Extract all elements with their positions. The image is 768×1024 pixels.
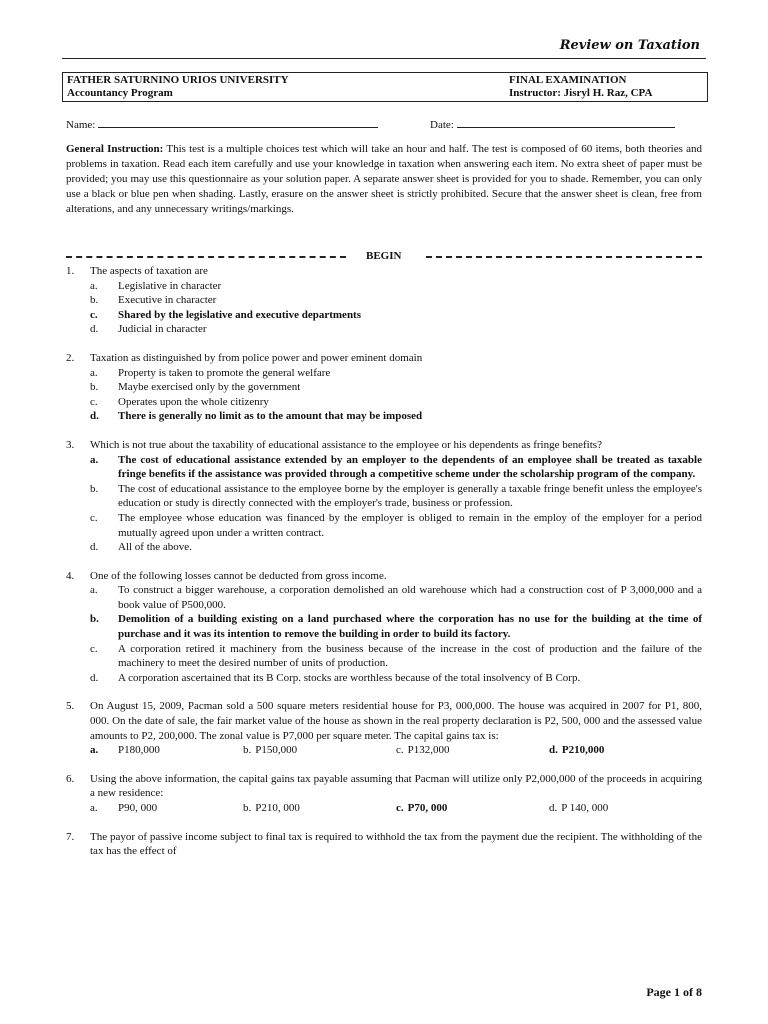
choice-answer xyxy=(90,308,702,323)
question-text: On August 15, 2009, Pacman sold a 500 square meters residential house for P3, 000,000. The house was acquired in 2007 for P1, 800, 000. On the date of sale, the fair market value of the house as shown in the real property declaration is P2, 500, 000 and the assessed value amounts to P2, 200,000. The zonal value is P7,000 per square meter. The capital gains tax is: xyxy=(90,700,702,742)
choice-text: The employee whose education was financed by the employer is obliged to remain in the employ of the employer for a period mutually agreed upon under a written contract. xyxy=(118,511,702,539)
begin-label: BEGIN xyxy=(366,250,402,262)
choice-letter: a. xyxy=(90,453,99,466)
choice-row xyxy=(90,801,702,816)
dashed-rule-left xyxy=(66,256,346,258)
choice xyxy=(90,293,702,308)
choice-text: P210,000 xyxy=(561,744,605,757)
choice-letter: b. xyxy=(90,294,99,307)
exam-info-box xyxy=(62,72,708,102)
instruction-text: This test is a multiple choices test which will take an hour and half. The test is composed of 60 items, both theories and problems in taxation. Read each item carefully and use your knowledge in taxation when answering each item. No extra sheet of paper must be provided; you may use this questionnaire as your solution paper. A separate answer sheet is provided for you to shade. Remember, you can only use a black or blue pen when shading. Lastly, erasure on the answer sheet is strictly prohibited. Secure that the answer sheet is clean, free from alterations, and any unnecessary writings/markings. xyxy=(66,143,702,215)
choice-text: All of the above. xyxy=(118,541,192,554)
choice-text: A corporation ascertained that its B Corp. stocks are worthless because of the total insolvency of B Corp. xyxy=(118,671,581,684)
choice xyxy=(90,583,702,612)
name-field xyxy=(66,118,378,131)
choice xyxy=(90,380,702,395)
document-title: Review on Taxation xyxy=(559,38,700,53)
choice xyxy=(90,366,702,381)
question-text: The aspects of taxation are xyxy=(90,265,208,277)
choice-letter: b. xyxy=(243,802,252,814)
choice xyxy=(243,801,396,816)
choice-letter: d. xyxy=(90,410,99,423)
question-text: Taxation as distinguished by from police power and power eminent domain xyxy=(90,351,423,364)
choice xyxy=(90,511,702,540)
choice xyxy=(396,743,549,758)
choice-text: Operates upon the whole citizenry xyxy=(118,395,269,408)
date-blank-line xyxy=(457,118,675,128)
choice-letter: a. xyxy=(90,744,99,757)
choice-letter: a. xyxy=(90,802,98,814)
choice-text: P180,000 xyxy=(118,744,160,757)
choice-text: P 140, 000 xyxy=(561,802,609,814)
choice-letter: b. xyxy=(243,744,252,757)
choice-letter: c. xyxy=(90,642,98,655)
choice xyxy=(90,395,702,410)
name-blank-line xyxy=(98,118,378,128)
date-field xyxy=(430,118,675,131)
header-rule xyxy=(62,58,706,59)
choice-text: Judicial in character xyxy=(118,323,207,336)
choice-letter: c. xyxy=(90,511,98,524)
choice-letter: a. xyxy=(90,366,98,379)
dashed-rule-right xyxy=(426,256,702,258)
choice-answer xyxy=(90,453,702,482)
question-1 xyxy=(66,264,702,337)
choice-text: The cost of educational assistance to the employee borne by the employer is generally a taxable fringe benefit unless the employee's education or study is directly connected with the employer's trade, business or profession. xyxy=(118,482,702,510)
choice xyxy=(90,801,243,816)
question-number: 3. xyxy=(66,438,75,451)
choice-letter: a. xyxy=(90,584,98,597)
question-number: 4. xyxy=(66,569,75,582)
question-text: One of the following losses cannot be deducted from gross income. xyxy=(90,569,387,582)
choice-text: Property is taken to promote the general welfare xyxy=(118,366,331,379)
question-7 xyxy=(66,830,702,859)
question-6 xyxy=(66,772,702,816)
choice-letter: d. xyxy=(549,744,558,757)
choice-letter: c. xyxy=(90,395,98,408)
choice-letter: d. xyxy=(90,541,99,554)
instructor-name: Instructor: Jisryl H. Raz, CPA xyxy=(509,87,653,99)
choice-text: To construct a bigger warehouse, a corporation demolished an old warehouse which had a construction cost of P 3,000,000 and a book value of P500,000. xyxy=(118,584,702,611)
choice xyxy=(243,743,396,758)
choice-text: Legislative in character xyxy=(118,279,222,292)
choice xyxy=(90,540,702,555)
question-number: 6. xyxy=(66,772,75,785)
choice-letter: a. xyxy=(90,279,98,292)
choice-text: P150,000 xyxy=(255,744,298,757)
page-number: Page 1 of 8 xyxy=(646,985,702,999)
question-3 xyxy=(66,438,702,555)
choice xyxy=(90,642,702,671)
choice-text: Shared by the legislative and executive departments xyxy=(118,308,362,321)
choice xyxy=(90,671,702,686)
choice-answer xyxy=(549,743,702,758)
question-list xyxy=(66,264,702,873)
question-4 xyxy=(66,569,702,686)
choice-answer xyxy=(90,409,702,424)
begin-divider xyxy=(66,250,702,264)
choice-answer xyxy=(90,612,702,641)
choice xyxy=(90,322,702,337)
choice-letter: d. xyxy=(90,671,99,684)
choice-text: P132,000 xyxy=(407,744,450,757)
program-name: Accountancy Program xyxy=(67,87,173,99)
instruction-label: General Instruction: xyxy=(66,143,164,155)
university-name: FATHER SATURNINO URIOS UNIVERSITY xyxy=(67,74,289,86)
choice-text: The cost of educational assistance extended by an employer to the dependents of an employee shall be treated as taxable fringe benefits if the assistance was provided through a competitive scheme under the scholarship program of the company. xyxy=(118,453,702,481)
choice-letter: c. xyxy=(90,308,98,321)
choice xyxy=(90,279,702,294)
choice-row xyxy=(90,743,702,758)
general-instruction xyxy=(66,142,702,217)
choice xyxy=(549,801,702,816)
choice-text: There is generally no limit as to the amount that may be imposed xyxy=(118,410,423,423)
question-number: 7. xyxy=(66,830,75,843)
question-text: The payor of passive income subject to final tax is required to withhold the tax from the payment due the recipient. The withholding of the tax has the effect of xyxy=(90,830,702,858)
choice-text: A corporation retired it machinery from the business because of the increase in the cost of production and the failure of the machinery to meet the desired number of units of production. xyxy=(118,642,702,670)
question-5 xyxy=(66,699,702,757)
date-label: Date: xyxy=(430,119,454,131)
question-2 xyxy=(66,351,702,424)
choice-text: P70, 000 xyxy=(407,802,448,814)
choice-letter: c. xyxy=(396,744,404,757)
choice-text: P90, 000 xyxy=(118,802,158,814)
choice-text: P210, 000 xyxy=(255,802,300,814)
question-number: 5. xyxy=(66,700,75,713)
choice-letter: d. xyxy=(549,802,558,814)
name-label: Name: xyxy=(66,119,96,131)
question-text: Using the above information, the capital gains tax payable assuming that Pacman will utilize only P2,000,000 of the proceeds in acquiring a new residence: xyxy=(90,772,702,800)
question-number: 1. xyxy=(66,265,75,277)
choice-letter: d. xyxy=(90,323,99,336)
choice-letter: b. xyxy=(90,381,99,394)
choice-text: Executive in character xyxy=(118,294,217,307)
choice xyxy=(90,743,243,758)
exam-type: FINAL EXAMINATION xyxy=(509,74,627,86)
question-text: Which is not true about the taxability of educational assistance to the employee or his dependents as fringe benefits? xyxy=(90,438,602,451)
choice xyxy=(90,482,702,511)
choice-text: Maybe exercised only by the government xyxy=(118,381,301,394)
choice-letter: b. xyxy=(90,482,99,495)
choice-answer xyxy=(396,801,549,816)
choice-text: Demolition of a building existing on a land purchased where the corporation has no use for the building at the time of purchase and it was its intention to remove the building in order to build its factory. xyxy=(118,613,702,641)
choice-letter: c. xyxy=(396,802,404,814)
choice-letter: b. xyxy=(90,613,99,626)
question-number: 2. xyxy=(66,351,75,364)
